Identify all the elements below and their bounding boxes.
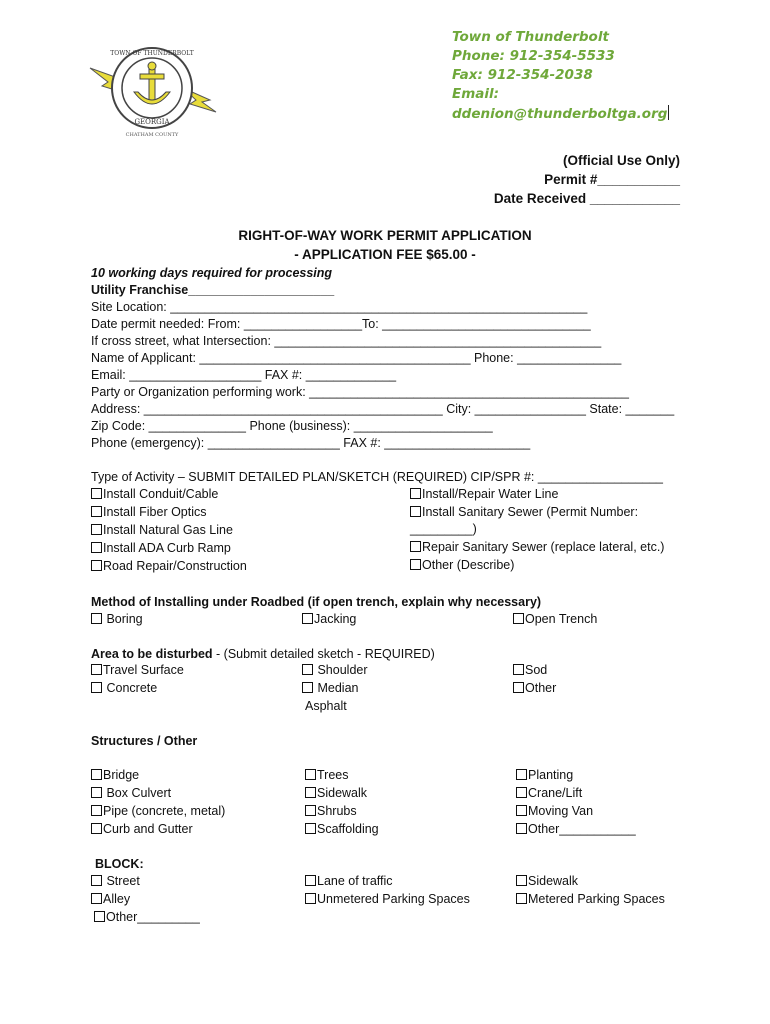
checkbox[interactable] (516, 893, 527, 904)
activity-option[interactable]: Install/Repair Water Line (410, 487, 558, 501)
cross-street-field[interactable]: If cross street, what Intersection: _______________________________________________ (91, 334, 602, 348)
structure-option[interactable]: Planting (516, 768, 573, 782)
checkbox[interactable] (516, 769, 527, 780)
area-option[interactable]: Shoulder (302, 663, 368, 677)
structure-option[interactable]: Scaffolding (305, 822, 379, 836)
town-phone: Phone: 912-354-5533 (452, 48, 615, 64)
checkbox[interactable] (516, 787, 527, 798)
phone-emergency-field[interactable]: Phone (emergency): ___________________ FAX #: _____________________ (91, 436, 531, 450)
checkbox[interactable] (91, 488, 102, 499)
form-title: RIGHT-OF-WAY WORK PERMIT APPLICATION (238, 228, 532, 243)
checkbox[interactable] (91, 787, 102, 798)
area-asphalt-label: Asphalt (305, 699, 347, 713)
checkbox[interactable] (516, 805, 527, 816)
town-name: Town of Thunderbolt (452, 29, 609, 45)
checkbox[interactable] (410, 488, 421, 499)
checkbox[interactable] (94, 911, 105, 922)
block-option[interactable]: Alley (91, 892, 130, 906)
checkbox[interactable] (305, 805, 316, 816)
checkbox[interactable] (305, 823, 316, 834)
official-use-heading: (Official Use Only) (562, 153, 680, 168)
checkbox[interactable] (91, 542, 102, 553)
structure-option[interactable]: Other___________ (516, 822, 636, 836)
structure-option[interactable]: Crane/Lift (516, 786, 582, 800)
address-field[interactable]: Address: ___________________________________________ City: ________________ State: _______ (91, 402, 675, 416)
town-seal-logo (88, 40, 218, 140)
checkbox[interactable] (305, 769, 316, 780)
checkbox[interactable] (516, 875, 527, 886)
site-location-field[interactable]: Site Location: ____________________________________________________________ (91, 300, 588, 314)
checkbox[interactable] (410, 559, 421, 570)
structure-option[interactable]: Box Culvert (91, 786, 171, 800)
area-option[interactable]: Median (302, 681, 358, 695)
town-email[interactable]: ddenion@thunderboltga.org (452, 106, 668, 122)
checkbox[interactable] (513, 613, 524, 624)
checkbox[interactable] (302, 613, 313, 624)
block-heading: BLOCK: (95, 857, 144, 871)
checkbox[interactable] (410, 541, 421, 552)
checkbox[interactable] (91, 682, 102, 693)
structure-option[interactable]: Moving Van (516, 804, 593, 818)
activity-option[interactable]: Install Natural Gas Line (91, 523, 233, 537)
area-option[interactable]: Sod (513, 663, 547, 677)
checkbox[interactable] (305, 875, 316, 886)
checkbox[interactable] (91, 664, 102, 675)
date-received-field[interactable]: Date Received ____________ (493, 191, 680, 206)
checkbox[interactable] (91, 875, 102, 886)
checkbox[interactable] (305, 893, 316, 904)
structure-option[interactable]: Trees (305, 768, 349, 782)
activity-option[interactable]: Repair Sanitary Sewer (replace lateral, etc.) (410, 540, 664, 554)
block-option[interactable]: Other_________ (94, 910, 200, 924)
activity-option[interactable]: Install Conduit/Cable (91, 487, 218, 501)
method-option[interactable]: Boring (91, 612, 143, 626)
block-option[interactable]: Lane of traffic (305, 874, 393, 888)
activity-option[interactable]: Install ADA Curb Ramp (91, 541, 231, 555)
date-needed-field[interactable]: Date permit needed: From: _________________To: ______________________________ (91, 317, 591, 331)
structures-heading: Structures / Other (91, 734, 198, 748)
checkbox[interactable] (513, 664, 524, 675)
method-option[interactable]: Open Trench (513, 612, 597, 626)
structure-option[interactable]: Pipe (concrete, metal) (91, 804, 225, 818)
activity-option[interactable]: Install Sanitary Sewer (Permit Number: (410, 505, 638, 519)
processing-note: 10 working days required for processing (91, 266, 333, 280)
checkbox[interactable] (91, 893, 102, 904)
town-email-row (452, 105, 669, 122)
structure-option[interactable]: Sidewalk (305, 786, 367, 800)
town-fax: Fax: 912-354-2038 (452, 67, 593, 83)
structure-option[interactable]: Bridge (91, 768, 139, 782)
email-fax-field[interactable]: Email: ___________________ FAX #: _____________ (91, 368, 397, 382)
checkbox[interactable] (302, 682, 313, 693)
structure-option[interactable]: Shrubs (305, 804, 357, 818)
checkbox[interactable] (91, 823, 102, 834)
activity-option[interactable]: Other (Describe) (410, 558, 514, 572)
town-email-label: Email: (452, 86, 500, 102)
applicant-field[interactable]: Name of Applicant: _______________________________________ Phone: _______________ (91, 351, 622, 365)
checkbox[interactable] (91, 560, 102, 571)
area-option[interactable]: Travel Surface (91, 663, 184, 677)
checkbox[interactable] (302, 664, 313, 675)
checkbox[interactable] (516, 823, 527, 834)
area-option[interactable]: Concrete (91, 681, 157, 695)
checkbox[interactable] (410, 506, 421, 517)
block-option[interactable]: Unmetered Parking Spaces (305, 892, 470, 906)
structure-option[interactable]: Curb and Gutter (91, 822, 193, 836)
seal-text-top: TOWN OF THUNDERBOLT (110, 50, 194, 57)
method-heading: Method of Installing under Roadbed (if open trench, explain why necessary) (91, 595, 542, 609)
zip-phone-field[interactable]: Zip Code: ______________ Phone (business): ____________________ (91, 419, 493, 433)
area-heading: Area to be disturbed - (Submit detailed sketch - REQUIRED) (91, 647, 435, 661)
party-field[interactable]: Party or Organization performing work: ______________________________________________ (91, 385, 629, 399)
block-option[interactable]: Metered Parking Spaces (516, 892, 665, 906)
activity-heading: Type of Activity – SUBMIT DETAILED PLAN/SKETCH (REQUIRED) CIP/SPR #: __________________ (91, 470, 664, 484)
seal-text-county: CHATHAM COUNTY (125, 132, 179, 138)
checkbox[interactable] (305, 787, 316, 798)
area-option[interactable]: Other (513, 681, 556, 695)
block-option[interactable]: Sidewalk (516, 874, 578, 888)
text-cursor (668, 105, 669, 120)
checkbox[interactable] (91, 613, 102, 624)
activity-option[interactable]: Install Fiber Optics (91, 505, 207, 519)
sewer-permit-number-field[interactable]: _________) (410, 522, 477, 536)
activity-option[interactable]: Road Repair/Construction (91, 559, 247, 573)
checkbox[interactable] (91, 805, 102, 816)
checkbox[interactable] (513, 682, 524, 693)
checkbox[interactable] (91, 506, 102, 517)
utility-franchise-field[interactable]: Utility Franchise_____________________ (91, 283, 335, 297)
seal-text-state: GEORGIA (134, 118, 170, 126)
permit-number-field[interactable]: Permit #___________ (544, 172, 680, 187)
checkbox[interactable] (91, 524, 102, 535)
checkbox[interactable] (91, 769, 102, 780)
method-option[interactable]: Jacking (302, 612, 356, 626)
application-fee: - APPLICATION FEE $65.00 - (294, 247, 476, 262)
block-option[interactable]: Street (91, 874, 140, 888)
